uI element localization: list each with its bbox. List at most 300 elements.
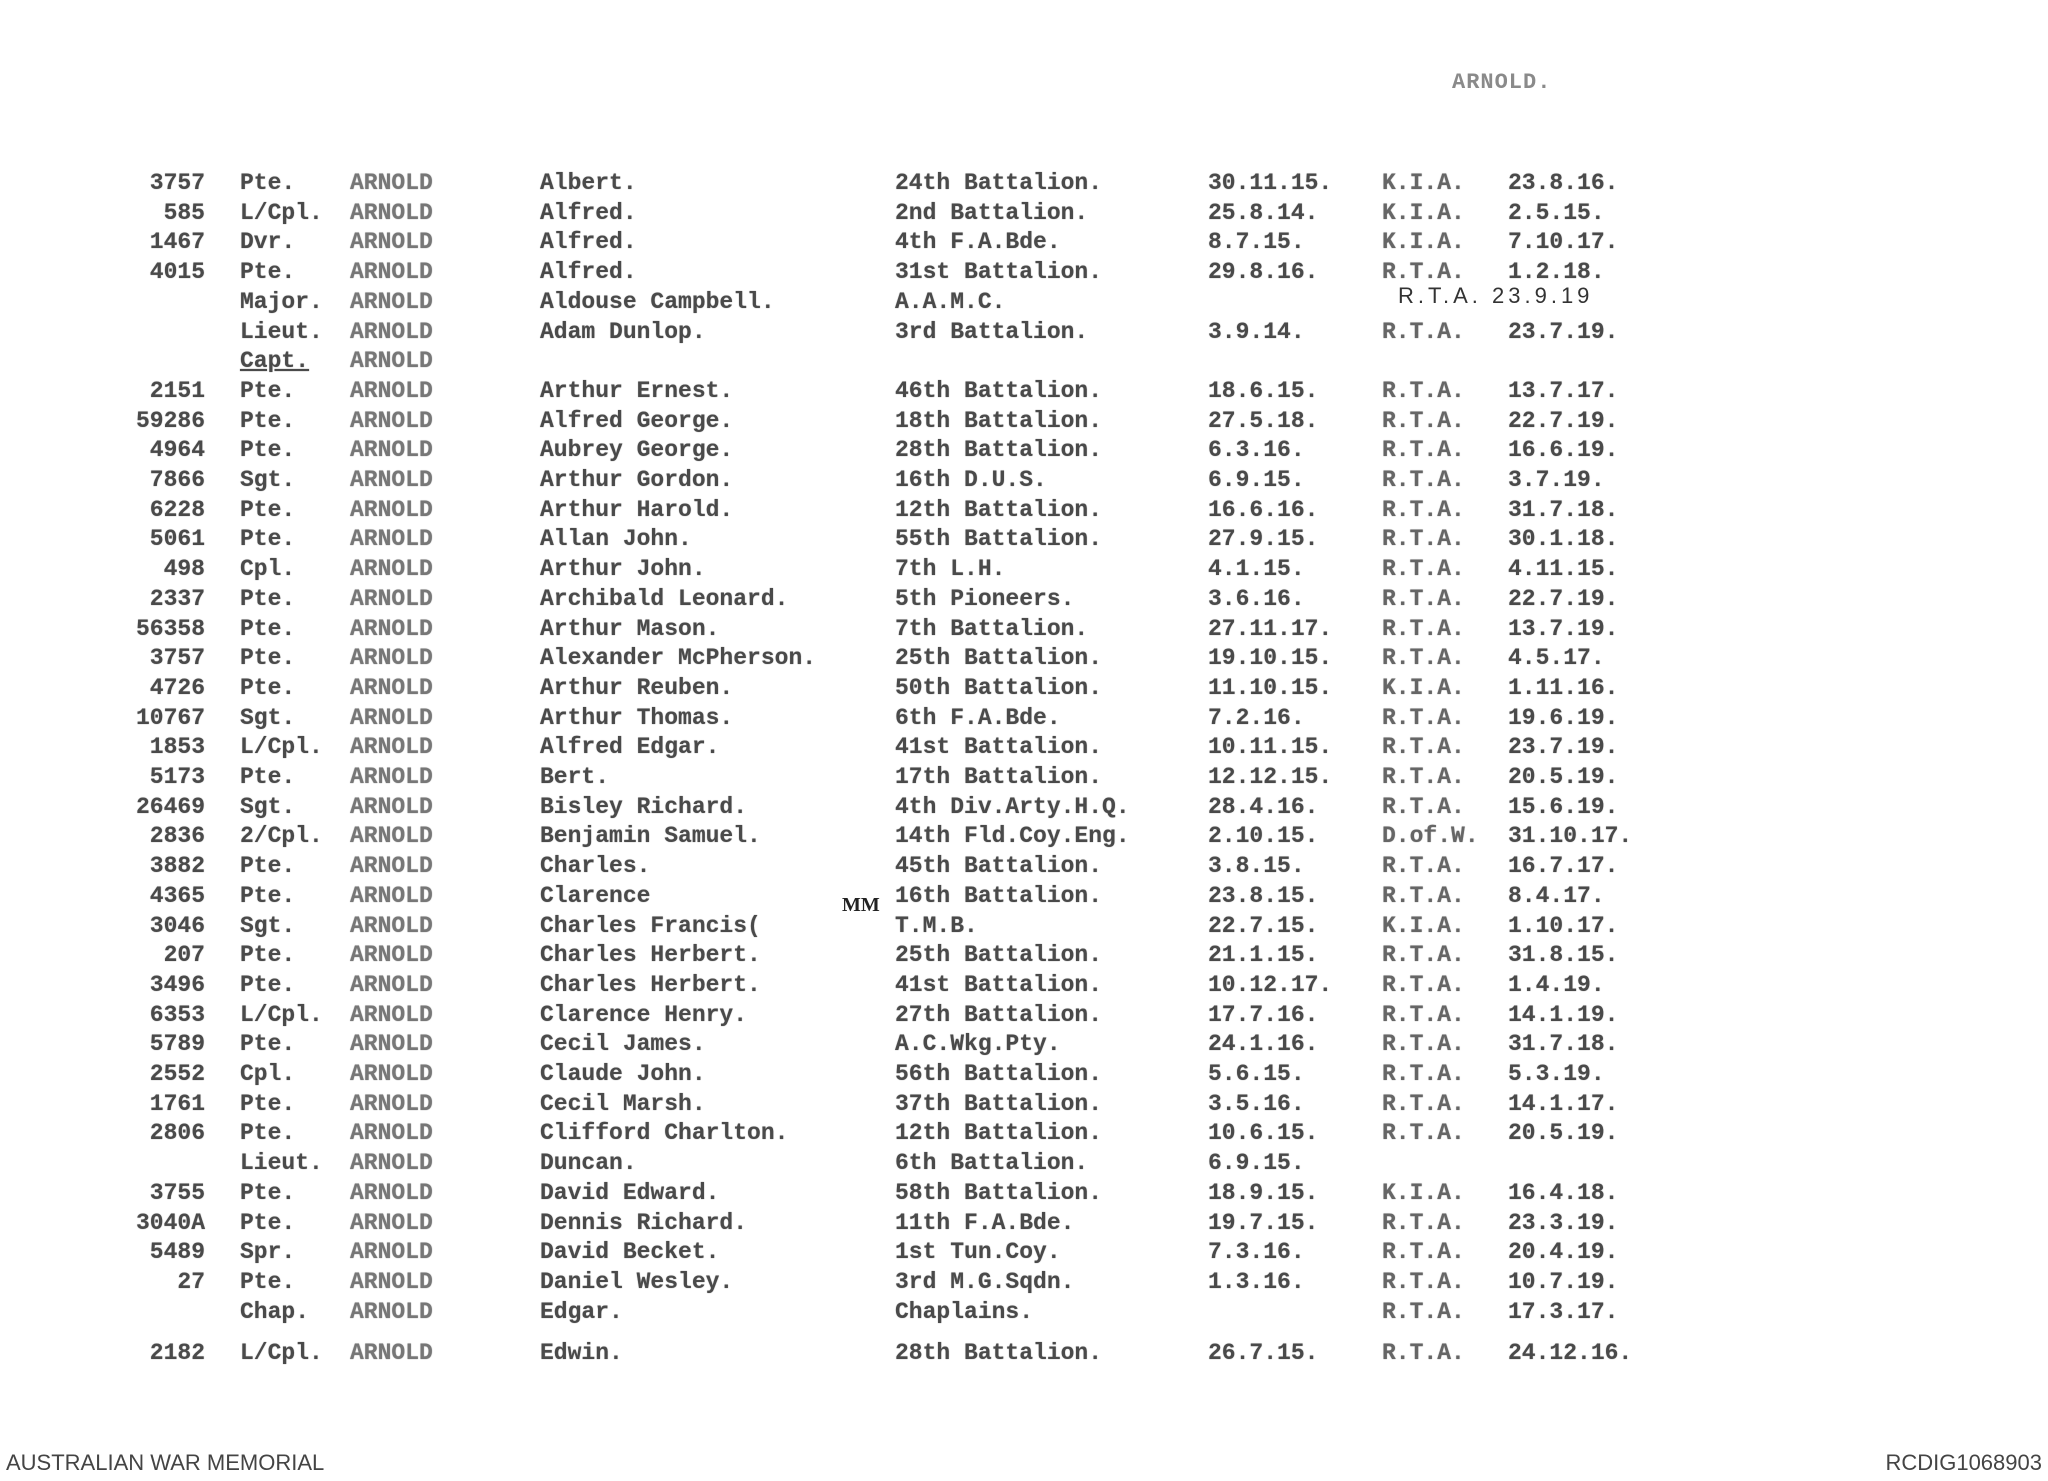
fate-status: R.T.A. [1382,1298,1465,1325]
fate-status: R.T.A. [1382,1209,1465,1236]
enlistment-date: 26.7.15. [1208,1340,1319,1367]
fate-status: R.T.A. [1382,971,1465,998]
surname: ARNOLD [350,170,433,196]
rank: 2/Cpl. [240,823,323,850]
given-names: Clarence Henry. [540,1001,748,1028]
enlistment-date: 10.12.17. [1208,971,1333,998]
fate-status: R.T.A. [1382,437,1465,464]
service-number: 3046 [149,912,205,939]
unit: 45th Battalion. [895,853,1103,880]
given-names: Alfred. [540,259,637,286]
unit: 7th L.H. [895,556,1006,583]
service-number: 6228 [149,496,205,523]
surname: ARNOLD [350,1268,433,1295]
enlistment-date: 19.7.15. [1208,1209,1319,1236]
fate-status: R.T.A. [1382,645,1465,672]
enlistment-date: 18.9.15. [1208,1179,1319,1206]
table-row [0,734,2048,762]
military-medal-annotation: MM [842,894,880,916]
given-names: Charles Francis( [540,912,761,939]
enlistment-date: 11.10.15. [1208,674,1333,701]
surname: ARNOLD [350,1061,433,1087]
table-row [0,319,2048,347]
rank: Major. [240,288,323,315]
unit: 28th Battalion. [895,437,1103,464]
fate-date: 19.6.19. [1508,704,1619,731]
rank: Sgt. [240,704,296,731]
fate-status: R.T.A. [1382,1061,1465,1087]
unit: 37th Battalion. [895,1090,1103,1117]
given-names: Alexander McPherson. [540,645,817,672]
unit: 25th Battalion. [895,942,1103,969]
unit: 2nd Battalion. [895,199,1089,226]
fate-date: 23.8.16. [1508,170,1619,196]
table-row [0,170,2048,198]
table-row [0,497,2048,525]
given-names: Arthur Gordon. [540,467,734,493]
table-row [0,1299,2048,1327]
table-row [0,289,2048,317]
table-row [0,616,2048,644]
fate-status: R.T.A. [1382,377,1465,404]
fate-status: K.I.A. [1382,199,1465,226]
table-row [0,705,2048,733]
fate-date: 1.4.19. [1508,971,1605,998]
service-number: 3882 [149,853,205,880]
rank: Pte. [240,764,296,790]
enlistment-date: 27.9.15. [1208,526,1319,553]
fate-status: R.T.A. [1382,793,1465,820]
enlistment-date: 6.9.15. [1208,467,1305,493]
fate-date: 7.10.17. [1508,229,1619,256]
unit: 18th Battalion. [895,407,1103,434]
unit: 56th Battalion. [895,1061,1103,1087]
surname: ARNOLD [350,971,433,998]
fate-status: R.T.A. [1382,259,1465,286]
given-names: Edgar. [540,1298,623,1325]
fate-date: 3.7.19. [1508,467,1605,493]
fate-date: 22.7.19. [1508,585,1619,612]
rank: Sgt. [240,912,296,939]
fate-date: 1.11.16. [1508,674,1619,701]
rank: Pte. [240,407,296,434]
rank: Pte. [240,615,296,642]
rank: Pte. [240,882,296,909]
table-row [0,794,2048,822]
service-number: 6353 [149,1001,205,1028]
fate-status: R.T.A. [1382,1031,1465,1058]
rank: Lieut. [240,318,323,345]
surname: ARNOLD [350,585,433,612]
rank: Cpl. [240,556,296,583]
surname: ARNOLD [350,318,433,345]
service-number: 10767 [135,704,205,731]
unit: 31st Battalion. [895,259,1103,286]
service-number: 4365 [149,882,205,909]
fate-status: R.T.A. [1382,1001,1465,1028]
enlistment-date: 7.2.16. [1208,704,1305,731]
given-names: Arthur Ernest. [540,377,734,404]
enlistment-date: 6.9.15. [1208,1150,1305,1177]
given-names: Alfred Edgar. [540,734,720,761]
fate-status: R.T.A. [1382,1268,1465,1295]
surname: ARNOLD [350,793,433,820]
rank: Pte. [240,1120,296,1147]
given-names: Aubrey George. [540,437,734,464]
surname: ARNOLD [350,674,433,701]
surname: ARNOLD [350,764,433,790]
fate-date: 31.7.18. [1508,496,1619,523]
enlistment-date: 5.6.15. [1208,1061,1305,1087]
fate-date: 20.5.19. [1508,764,1619,790]
service-number: 585 [163,199,205,226]
fate-date: 8.4.17. [1508,882,1605,909]
rank: Pte. [240,437,296,464]
enlistment-date: 12.12.15. [1208,764,1333,790]
fate-status: K.I.A. [1382,229,1465,256]
enlistment-date: 3.9.14. [1208,318,1305,345]
table-row [0,408,2048,436]
unit: 3rd M.G.Sqdn. [895,1268,1075,1295]
surname: ARNOLD [350,1031,433,1058]
table-row [0,1239,2048,1267]
table-row [0,378,2048,406]
unit: T.M.B. [895,912,978,939]
given-names: Archibald Leonard. [540,585,789,612]
unit: 16th D.U.S. [895,467,1047,493]
surname: ARNOLD [350,229,433,256]
table-row [0,467,2048,495]
surname: ARNOLD [350,1239,433,1266]
service-number: 5789 [149,1031,205,1058]
unit: 12th Battalion. [895,1120,1103,1147]
unit: 50th Battalion. [895,674,1103,701]
service-number: 2552 [149,1061,205,1087]
given-names: Daniel Wesley. [540,1268,734,1295]
surname: ARNOLD [350,1298,433,1325]
service-number: 4964 [149,437,205,464]
fate-status: R.T.A. [1382,853,1465,880]
unit: 3rd Battalion. [895,318,1089,345]
fate-date: 1.10.17. [1508,912,1619,939]
surname: ARNOLD [350,1150,433,1177]
rank: L/Cpl. [240,199,323,226]
table-row [0,1091,2048,1119]
service-number: 207 [163,942,205,969]
fate-status: R.T.A. [1382,407,1465,434]
enlistment-date: 27.11.17. [1208,615,1333,642]
service-number: 4726 [149,674,205,701]
fate-status: K.I.A. [1382,674,1465,701]
surname: ARNOLD [350,496,433,523]
unit: 1st Tun.Coy. [895,1239,1061,1266]
unit: 4th Div.Arty.H.Q. [895,793,1130,820]
given-names: Claude John. [540,1061,706,1087]
enlistment-date: 3.6.16. [1208,585,1305,612]
enlistment-date: 21.1.15. [1208,942,1319,969]
service-number: 1761 [149,1090,205,1117]
enlistment-date: 30.11.15. [1208,170,1333,196]
fate-date: 20.4.19. [1508,1239,1619,1266]
table-row [0,1002,2048,1030]
rank: Pte. [240,645,296,672]
enlistment-date: 28.4.16. [1208,793,1319,820]
given-names: Arthur Mason. [540,615,720,642]
rank: L/Cpl. [240,1340,323,1367]
fate-status: R.T.A. [1382,467,1465,493]
fate-status: R.T.A. [1382,615,1465,642]
table-row [0,200,2048,228]
service-number: 3757 [149,645,205,672]
given-names: Cecil Marsh. [540,1090,706,1117]
fate-date: 16.4.18. [1508,1179,1619,1206]
service-number: 498 [163,556,205,583]
rank: Capt. [240,348,310,375]
given-names: Clifford Charlton. [540,1120,789,1147]
unit: 4th F.A.Bde. [895,229,1061,256]
given-names: Cecil James. [540,1031,706,1058]
surname: ARNOLD [350,526,433,553]
surname: ARNOLD [350,556,433,583]
rank: Pte. [240,1031,296,1058]
table-row [0,1269,2048,1297]
given-names: Alfred. [540,229,637,256]
fate-status: R.T.A. [1382,764,1465,790]
rank: Pte. [240,377,296,404]
unit: 25th Battalion. [895,645,1103,672]
fate-status: R.T.A. [1382,704,1465,731]
enlistment-date: 27.5.18. [1208,407,1319,434]
unit: 6th F.A.Bde. [895,704,1061,731]
service-number: 7866 [149,467,205,493]
surname: ARNOLD [350,704,433,731]
unit: 27th Battalion. [895,1001,1103,1028]
enlistment-date: 6.3.16. [1208,437,1305,464]
given-names: Albert. [540,170,637,196]
given-names: Bisley Richard. [540,793,748,820]
fate-date: 14.1.19. [1508,1001,1619,1028]
rank: Pte. [240,585,296,612]
surname: ARNOLD [350,199,433,226]
surname: ARNOLD [350,437,433,464]
surname-heading: ARNOLD. [1452,70,1552,95]
given-names: Arthur Thomas. [540,704,734,731]
enlistment-date: 18.6.15. [1208,377,1319,404]
surname: ARNOLD [350,1179,433,1206]
surname: ARNOLD [350,645,433,672]
fate-date: 15.6.19. [1508,793,1619,820]
rank: Pte. [240,1179,296,1206]
surname: ARNOLD [350,1120,433,1147]
fate-status: R.T.A. [1382,1090,1465,1117]
service-number: 1467 [149,229,205,256]
fate-date: 13.7.19. [1508,615,1619,642]
service-number: 3040A [135,1209,205,1236]
rank: Pte. [240,853,296,880]
fate-date: 16.6.19. [1508,437,1619,464]
fate-status: K.I.A. [1382,912,1465,939]
given-names: Arthur John. [540,556,706,583]
rank: Pte. [240,1090,296,1117]
table-row [0,645,2048,673]
service-number: 2836 [149,823,205,850]
enlistment-date: 3.8.15. [1208,853,1305,880]
table-row [0,348,2048,376]
fate-status: D.of.W. [1382,823,1479,850]
table-row [0,883,2048,911]
enlistment-date: 29.8.16. [1208,259,1319,286]
rank: Pte. [240,170,296,196]
surname: ARNOLD [350,734,433,761]
fate-status: R.T.A. [1382,942,1465,969]
rank: Chap. [240,1298,310,1325]
fate-status: R.T.A. [1382,318,1465,345]
table-row [0,823,2048,851]
unit: 55th Battalion. [895,526,1103,553]
table-row [0,853,2048,881]
service-number: 5489 [149,1239,205,1266]
fate-date: 16.7.17. [1508,853,1619,880]
unit: 24th Battalion. [895,170,1103,196]
table-row [0,764,2048,792]
surname: ARNOLD [350,1340,433,1367]
fate-status: R.T.A. [1382,496,1465,523]
given-names: David Edward. [540,1179,720,1206]
fate-status: R.T.A. [1382,585,1465,612]
rank: Sgt. [240,467,296,493]
surname: ARNOLD [350,912,433,939]
footer-institution: AUSTRALIAN WAR MEMORIAL [6,1450,325,1475]
rank: Pte. [240,942,296,969]
rank: Pte. [240,1268,296,1295]
given-names: David Becket. [540,1239,720,1266]
unit: 12th Battalion. [895,496,1103,523]
unit: 14th Fld.Coy.Eng. [895,823,1130,850]
unit: Chaplains. [895,1298,1034,1325]
surname: ARNOLD [350,348,433,375]
rank: Dvr. [240,229,296,256]
fate-date: 31.8.15. [1508,942,1619,969]
fate-date: 1.2.18. [1508,259,1605,286]
rank: Pte. [240,1209,296,1236]
surname: ARNOLD [350,1090,433,1117]
table-row [0,556,2048,584]
given-names: Duncan. [540,1150,637,1177]
surname: ARNOLD [350,407,433,434]
surname: ARNOLD [350,823,433,850]
rank: Sgt. [240,793,296,820]
table-row [0,1031,2048,1059]
fate-date: 17.3.17. [1508,1298,1619,1325]
surname: ARNOLD [350,259,433,286]
table-row [0,1340,2048,1368]
surname: ARNOLD [350,853,433,880]
enlistment-date: 8.7.15. [1208,229,1305,256]
rank: Pte. [240,496,296,523]
surname: ARNOLD [350,377,433,404]
table-row [0,942,2048,970]
table-row [0,1150,2048,1178]
given-names: Aldouse Campbell. [540,288,775,315]
fate-date: 13.7.17. [1508,377,1619,404]
unit: 6th Battalion. [895,1150,1089,1177]
rank: Pte. [240,526,296,553]
rank: L/Cpl. [240,734,323,761]
handwritten-annotation: R.T.A. 23.9.19 [1398,283,1594,308]
service-number: 3496 [149,971,205,998]
table-row [0,1061,2048,1089]
given-names: Charles. [540,853,651,880]
unit: 41st Battalion. [895,734,1103,761]
enlistment-date: 19.10.15. [1208,645,1333,672]
enlistment-date: 2.10.15. [1208,823,1319,850]
unit: 16th Battalion. [895,882,1103,909]
enlistment-date: 25.8.14. [1208,199,1319,226]
service-number: 3757 [149,170,205,196]
service-number: 27 [177,1268,205,1295]
given-names: Alfred George. [540,407,734,434]
enlistment-date: 22.7.15. [1208,912,1319,939]
rank: Pte. [240,674,296,701]
enlistment-date: 10.6.15. [1208,1120,1319,1147]
surname: ARNOLD [350,288,433,315]
footer-record-id: RCDIG1068903 [1885,1450,2042,1475]
service-number: 2151 [149,377,205,404]
given-names: Arthur Harold. [540,496,734,523]
service-number: 2806 [149,1120,205,1147]
fate-date: 10.7.19. [1508,1268,1619,1295]
surname: ARNOLD [350,942,433,969]
service-number: 4015 [149,259,205,286]
fate-date: 23.7.19. [1508,734,1619,761]
fate-date: 30.1.18. [1508,526,1619,553]
surname: ARNOLD [350,882,433,909]
fate-date: 20.5.19. [1508,1120,1619,1147]
unit: 11th F.A.Bde. [895,1209,1075,1236]
given-names: Arthur Reuben. [540,674,734,701]
fate-date: 4.11.15. [1508,556,1619,583]
service-number: 2182 [149,1340,205,1367]
unit: A.A.M.C. [895,288,1006,315]
given-names: Allan John. [540,526,692,553]
service-number: 59286 [135,407,205,434]
table-row [0,913,2048,941]
surname: ARNOLD [350,1209,433,1236]
surname: ARNOLD [350,1001,433,1028]
fate-status: R.T.A. [1382,1340,1465,1367]
given-names: Clarence [540,882,651,909]
rank: Cpl. [240,1061,296,1087]
given-names: Alfred. [540,199,637,226]
fate-status: R.T.A. [1382,882,1465,909]
service-number: 56358 [135,615,205,642]
given-names: Charles Herbert. [540,942,761,969]
fate-date: 24.12.16. [1508,1340,1633,1367]
given-names: Bert. [540,764,610,790]
given-names: Benjamin Samuel. [540,823,761,850]
given-names: Adam Dunlop. [540,318,706,345]
unit: 58th Battalion. [895,1179,1103,1206]
fate-status: R.T.A. [1382,734,1465,761]
surname: ARNOLD [350,615,433,642]
fate-date: 31.7.18. [1508,1031,1619,1058]
rank: Lieut. [240,1150,323,1177]
unit: 17th Battalion. [895,764,1103,790]
enlistment-date: 23.8.15. [1208,882,1319,909]
enlistment-date: 24.1.16. [1208,1031,1319,1058]
rank: Spr. [240,1239,296,1266]
fate-status: R.T.A. [1382,556,1465,583]
